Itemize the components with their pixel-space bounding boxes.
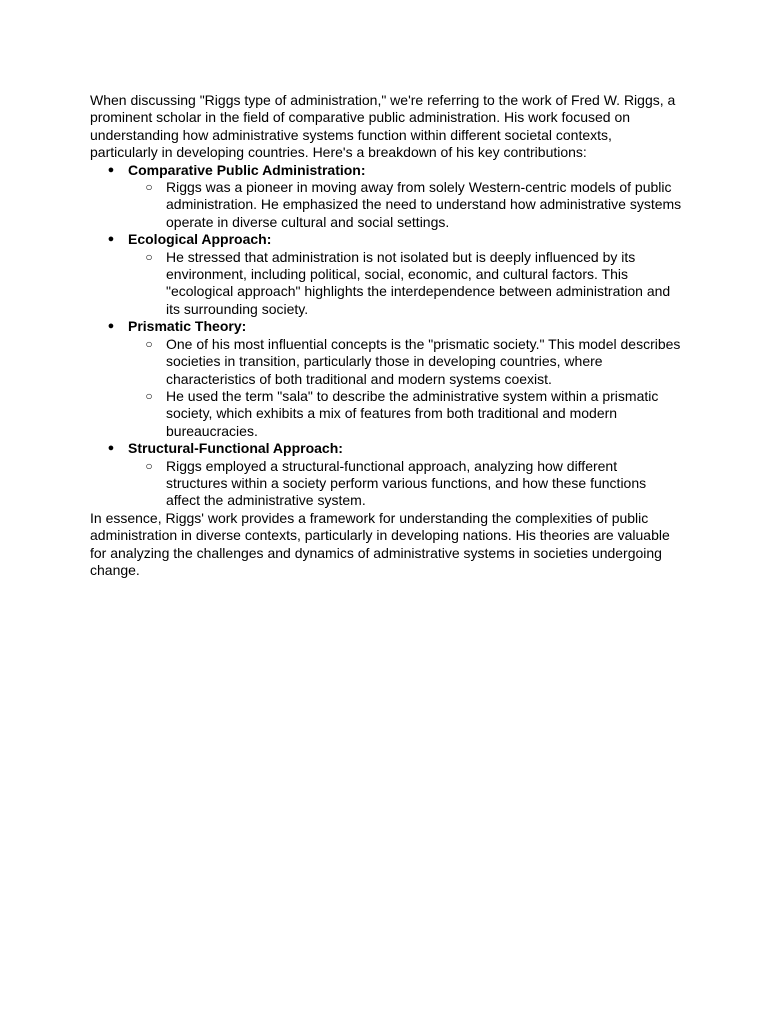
sub-list xyxy=(128,458,682,510)
sub-item-text: Riggs employed a structural-functional approach, analyzing how different structures within a society perform various functions, and how these functions affect the administrative system. xyxy=(166,457,647,509)
section-structural-functional-approach xyxy=(90,440,682,510)
conclusion-paragraph: In essence, Riggs' work provides a framework for understanding the complexities of public administration in diverse contexts, particularly in developing nations. His theories are valuable for analyzing the challenges and dynamics of administrative systems in societies undergoing change. xyxy=(90,509,670,578)
bullet-icon: ● xyxy=(107,163,115,176)
section-comparative-public-administration xyxy=(90,162,682,232)
section-title: Structural-Functional Approach: xyxy=(128,440,343,457)
document-body xyxy=(90,92,682,579)
sub-bullet-icon: ○ xyxy=(145,336,153,351)
sub-list-item xyxy=(128,179,682,231)
section-title: Ecological Approach: xyxy=(128,231,272,248)
sub-list-item xyxy=(128,249,682,319)
sub-bullet-icon: ○ xyxy=(145,388,153,403)
section-prismatic-theory xyxy=(90,318,682,440)
sub-list xyxy=(128,336,682,440)
section-title: Prismatic Theory: xyxy=(128,318,247,335)
section-ecological-approach xyxy=(90,231,682,318)
sub-item-text: He stressed that administration is not isolated but is deeply influenced by its environment, including political, social, economic, and cultural factors. This "ecological approach" highlights the interdependence between administration and its surrounding society. xyxy=(166,248,671,317)
sub-list xyxy=(128,249,682,319)
sub-item-text: Riggs was a pioneer in moving away from solely Western-centric models of public administration. He emphasized the need to understand how administrative systems operate in diverse cultural and social settings. xyxy=(166,179,682,230)
bullet-icon: ● xyxy=(107,442,115,455)
sub-list xyxy=(128,179,682,231)
bullet-icon: ● xyxy=(107,320,115,333)
sub-bullet-icon: ○ xyxy=(145,180,153,195)
sub-bullet-icon: ○ xyxy=(145,458,153,473)
section-title: Comparative Public Administration: xyxy=(128,161,366,178)
bullet-icon: ● xyxy=(107,233,115,246)
contributions-list xyxy=(90,162,682,510)
sub-list-item xyxy=(128,388,682,440)
sub-bullet-icon: ○ xyxy=(145,249,153,264)
sub-item-text: He used the term "sala" to describe the administrative system within a prismatic society, which exhibits a mix of features from both traditional and modern bureaucracies. xyxy=(166,387,659,439)
sub-list-item xyxy=(128,336,682,388)
sub-list-item xyxy=(128,458,682,510)
intro-paragraph: When discussing "Riggs type of administration," we're referring to the work of Fred W. Riggs, a prominent scholar in the field of comparative public administration. His work focused on understanding how administrative systems function within different societal contexts, particularly in developing countries. Here's a breakdown of his key contributions: xyxy=(90,92,676,161)
sub-item-text: One of his most influential concepts is the "prismatic society." This model describes societies in transition, particularly those in developing countries, where characteristics of both traditional and modern systems coexist. xyxy=(166,335,681,387)
